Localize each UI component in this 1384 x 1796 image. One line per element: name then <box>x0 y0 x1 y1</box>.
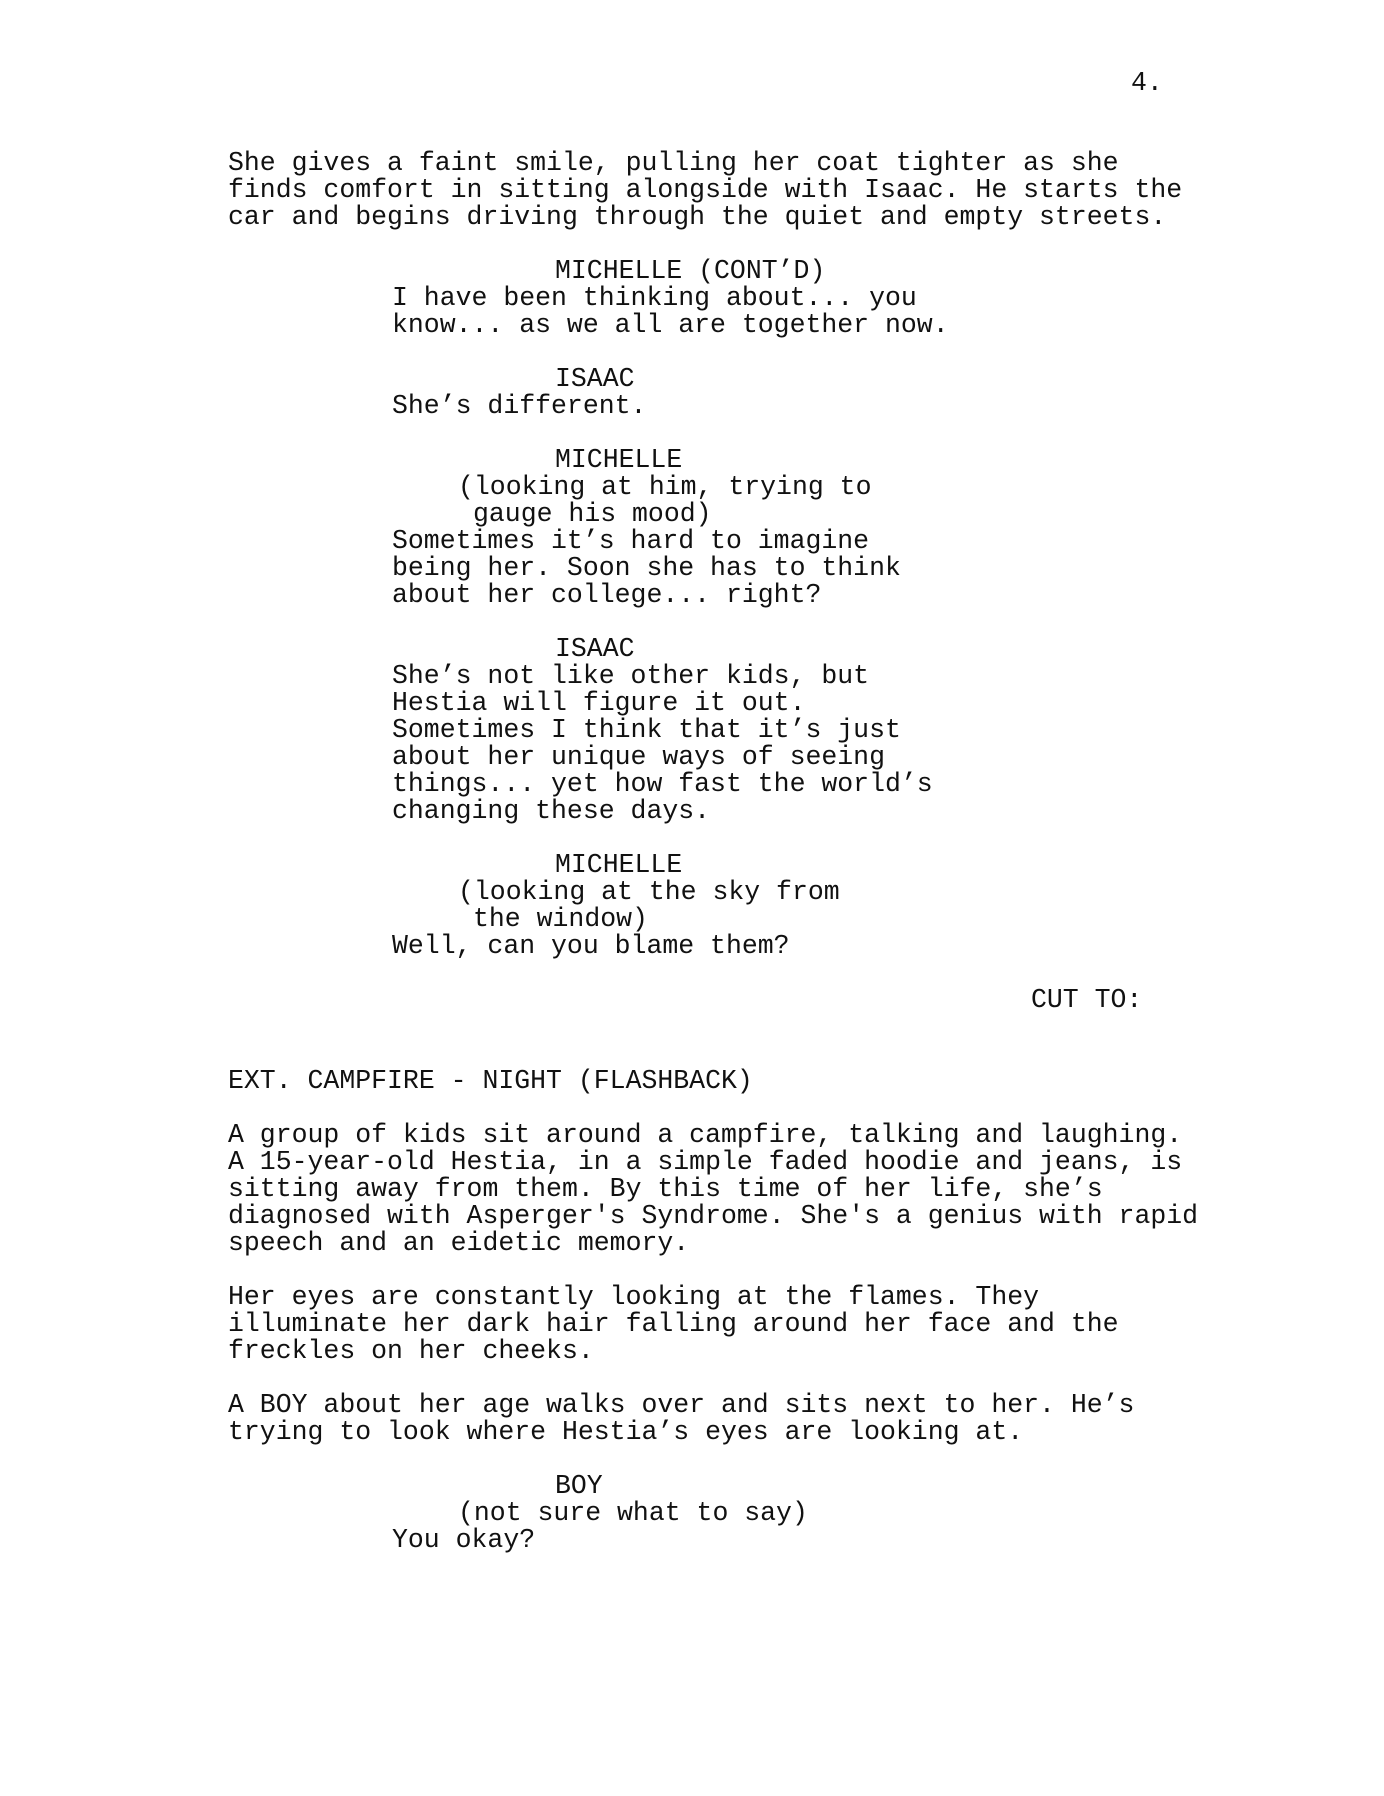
dialogue-line: Hestia will figure it out. <box>392 688 806 718</box>
action-line: illuminate her dark hair falling around her face and the <box>228 1309 1119 1339</box>
character-name: MICHELLE (CONT’D) <box>555 256 826 286</box>
action-line: A BOY about her age walks over and sits next to her. He’s <box>228 1390 1135 1420</box>
character-name: ISAAC <box>555 364 635 394</box>
parenthetical: (looking at the sky from <box>458 877 840 907</box>
dialogue-line: She’s different. <box>392 391 647 421</box>
action-line: diagnosed with Asperger's Syndrome. She's a genius with rapid <box>228 1201 1199 1231</box>
dialogue-line: She’s not like other kids, but <box>392 661 870 691</box>
dialogue-line: Well, can you blame them? <box>392 931 790 961</box>
character-name: MICHELLE <box>555 445 683 475</box>
dialogue-line: changing these days. <box>392 796 711 826</box>
action-line: car and begins driving through the quiet and empty streets. <box>228 202 1167 232</box>
dialogue-line: about her unique ways of seeing <box>392 742 885 772</box>
character-name: BOY <box>555 1471 603 1501</box>
dialogue-line: You okay? <box>392 1525 536 1555</box>
parenthetical: the window) <box>473 904 648 934</box>
dialogue-line: things... yet how fast the world’s <box>392 769 933 799</box>
character-name: MICHELLE <box>555 850 683 880</box>
dialogue-line: about her college... right? <box>392 580 822 610</box>
action-line: A group of kids sit around a campfire, talking and laughing. <box>228 1120 1183 1150</box>
action-line: She gives a faint smile, pulling her coat tighter as she <box>228 148 1119 178</box>
dialogue-line: Sometimes it’s hard to imagine <box>392 526 870 556</box>
parenthetical: gauge his mood) <box>473 499 712 529</box>
action-line: finds comfort in sitting alongside with Isaac. He starts the <box>228 175 1183 205</box>
action-line: sitting away from them. By this time of her life, she’s <box>228 1174 1103 1204</box>
page-number: 4. <box>1131 68 1163 98</box>
action-line: freckles on her cheeks. <box>228 1336 594 1366</box>
dialogue-line: being her. Soon she has to think <box>392 553 901 583</box>
action-line: Her eyes are constantly looking at the flames. They <box>228 1282 1040 1312</box>
dialogue-line: I have been thinking about... you <box>392 283 917 313</box>
action-line: A 15-year-old Hestia, in a simple faded hoodie and jeans, is <box>228 1147 1183 1177</box>
scene-heading: EXT. CAMPFIRE - NIGHT (FLASHBACK) <box>228 1066 753 1096</box>
character-name: ISAAC <box>555 634 635 664</box>
dialogue-line: Sometimes I think that it’s just <box>392 715 901 745</box>
action-line: speech and an eidetic memory. <box>228 1228 690 1258</box>
dialogue-line: know... as we all are together now. <box>392 310 949 340</box>
action-line: trying to look where Hestia’s eyes are looking at. <box>228 1417 1024 1447</box>
parenthetical: (not sure what to say) <box>458 1498 808 1528</box>
parenthetical: (looking at him, trying to <box>458 472 872 502</box>
transition: CUT TO: <box>1031 985 1143 1015</box>
